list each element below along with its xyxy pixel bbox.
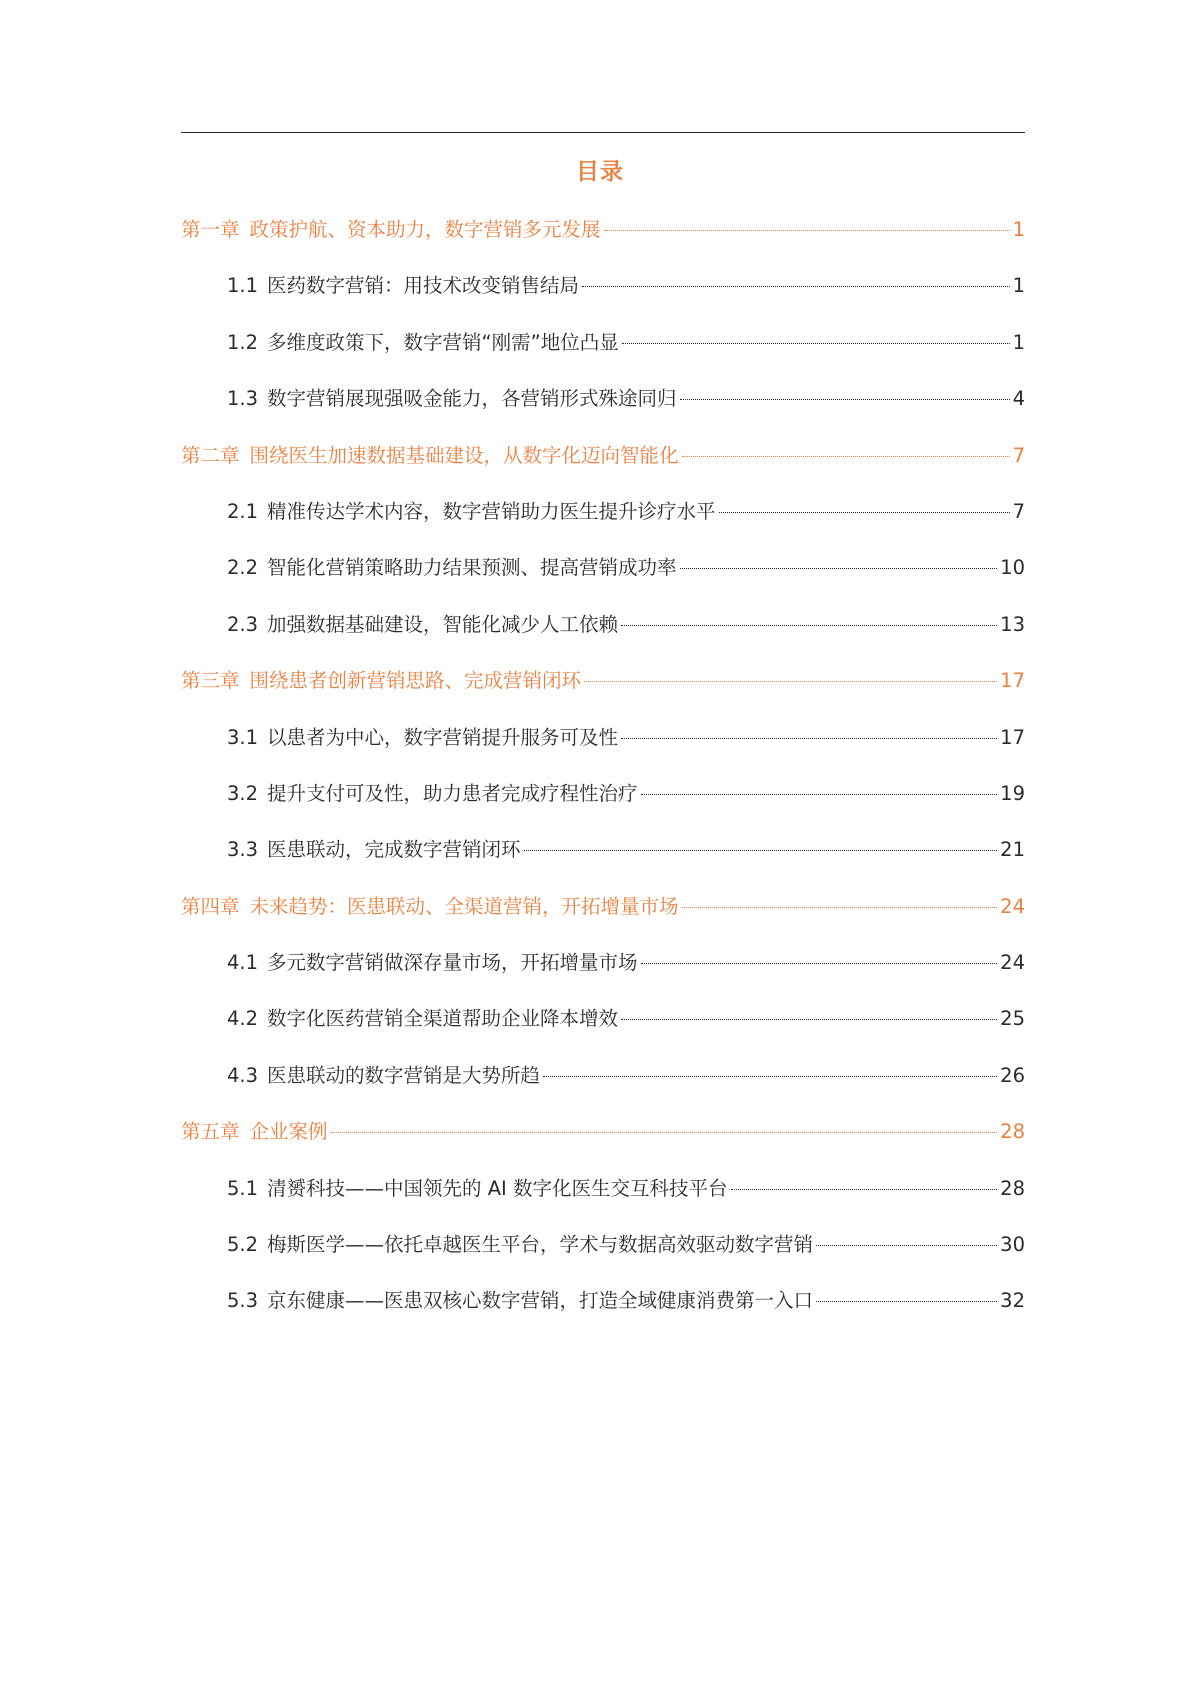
toc-entry-title: 医药数字营销：用技术改变销售结局 — [267, 274, 580, 298]
toc-entry-number: 第二章 — [181, 443, 240, 467]
toc-entry-number: 4.1 — [227, 951, 259, 975]
toc-section-entry[interactable] — [181, 1217, 1025, 1273]
toc-entry-number: 4.2 — [227, 1007, 259, 1031]
toc-page-number: 1 — [1012, 274, 1025, 298]
toc-page-number: 13 — [1000, 612, 1025, 636]
toc-chapter-entry[interactable] — [181, 202, 1025, 258]
table-of-contents — [181, 202, 1025, 1330]
toc-entry-title: 医患联动，完成数字营销闭环 — [267, 838, 521, 862]
toc-entry-number: 5.3 — [227, 1289, 259, 1313]
toc-page-number: 17 — [1000, 725, 1025, 749]
toc-page-number: 30 — [1000, 1233, 1025, 1257]
toc-section-entry[interactable] — [181, 822, 1025, 878]
toc-chapter-entry[interactable] — [181, 653, 1025, 709]
toc-dot-leader — [582, 286, 1010, 287]
toc-page-number: 24 — [1000, 894, 1025, 918]
toc-page-number: 28 — [1000, 1176, 1025, 1200]
toc-entry-number: 5.2 — [227, 1233, 259, 1257]
toc-entry-title: 京东健康——医患双核心数字营销，打造全域健康消费第一入口 — [267, 1289, 814, 1313]
toc-entry-number: 第一章 — [181, 218, 240, 241]
toc-page-number: 7 — [1012, 443, 1025, 467]
toc-entry-number: 3.1 — [227, 725, 259, 749]
toc-section-entry[interactable] — [181, 1273, 1025, 1329]
toc-entry-number: 第三章 — [181, 669, 240, 693]
toc-page-number: 25 — [1000, 1007, 1025, 1031]
toc-entry-title: 医患联动的数字营销是大势所趋 — [267, 1063, 541, 1087]
toc-entry-title: 精准传达学术内容，数字营销助力医生提升诊疗水平 — [267, 499, 716, 523]
toc-chapter-entry[interactable] — [181, 1104, 1025, 1160]
toc-entry-title: 提升支付可及性，助力患者完成疗程性治疗 — [267, 781, 638, 805]
toc-dot-leader — [641, 963, 998, 964]
toc-dot-leader — [682, 456, 1010, 457]
toc-section-entry[interactable] — [181, 1161, 1025, 1217]
toc-entry-number: 2.1 — [227, 499, 259, 523]
toc-entry-number: 第四章 — [181, 894, 240, 918]
toc-page-number: 32 — [1000, 1289, 1025, 1313]
toc-entry-title: 围绕患者创新营销思路、完成营销闭环 — [249, 669, 582, 693]
toc-page-number: 1 — [1012, 330, 1025, 354]
toc-dot-leader — [543, 1076, 997, 1077]
toc-dot-leader — [719, 512, 1010, 513]
toc-title: 目录 — [576, 159, 624, 185]
toc-entry-title: 多元数字营销做深存量市场，开拓增量市场 — [267, 951, 638, 975]
toc-page-number: 10 — [1000, 556, 1025, 580]
toc-entry-number: 3.2 — [227, 781, 259, 805]
toc-section-entry[interactable] — [181, 540, 1025, 596]
toc-page-number: 19 — [1000, 781, 1025, 805]
toc-entry-number: 5.1 — [227, 1176, 259, 1200]
toc-dot-leader — [621, 625, 997, 626]
toc-entry-title: 围绕医生加速数据基础建设，从数字化迈向智能化 — [249, 443, 679, 467]
toc-entry-title: 加强数据基础建设，智能化减少人工依赖 — [267, 612, 619, 636]
toc-section-entry[interactable] — [181, 766, 1025, 822]
toc-entry-title: 清赟科技——中国领先的 AI 数字化医生交互科技平台 — [267, 1176, 728, 1200]
toc-entry-number: 第五章 — [181, 1120, 240, 1144]
toc-entry-title: 数字化医药营销全渠道帮助企业降本增效 — [267, 1007, 619, 1031]
toc-entry-title: 政策护航、资本助力，数字营销多元发展 — [249, 218, 601, 241]
toc-page-number: 24 — [1000, 951, 1025, 975]
toc-chapter-entry[interactable] — [181, 879, 1025, 935]
toc-chapter-entry[interactable] — [181, 428, 1025, 484]
toc-section-entry[interactable] — [181, 935, 1025, 991]
toc-dot-leader — [641, 794, 998, 795]
toc-dot-leader — [524, 850, 998, 851]
toc-section-entry[interactable] — [181, 991, 1025, 1047]
toc-dot-leader — [680, 399, 1010, 400]
toc-dot-leader — [622, 343, 1010, 344]
toc-page-number: 17 — [1000, 669, 1025, 693]
toc-dot-leader — [584, 681, 997, 682]
toc-entry-title: 数字营销展现强吸金能力，各营销形式殊途同归 — [267, 387, 677, 411]
toc-dot-leader — [816, 1245, 997, 1246]
toc-entry-number: 1.2 — [227, 330, 259, 354]
toc-page-number: 28 — [1000, 1120, 1025, 1144]
toc-entry-title: 以患者为中心，数字营销提升服务可及性 — [267, 725, 619, 749]
toc-dot-leader — [604, 230, 1010, 231]
toc-entry-number: 3.3 — [227, 838, 259, 862]
toc-page-number: 7 — [1012, 499, 1025, 523]
toc-dot-leader — [331, 1132, 998, 1133]
toc-page-number: 4 — [1012, 387, 1025, 411]
toc-entry-title: 企业案例 — [249, 1120, 328, 1144]
toc-section-entry[interactable] — [181, 597, 1025, 653]
toc-dot-leader — [816, 1301, 997, 1302]
toc-entry-title: 多维度政策下，数字营销“刚需”地位凸显 — [267, 330, 619, 354]
toc-page-number: 21 — [1000, 838, 1025, 862]
toc-section-entry[interactable] — [181, 371, 1025, 427]
toc-section-entry[interactable] — [181, 1048, 1025, 1104]
toc-entry-number: 1.3 — [227, 387, 259, 411]
toc-page-number: 26 — [1000, 1063, 1025, 1087]
toc-section-entry[interactable] — [181, 315, 1025, 371]
toc-dot-leader — [731, 1189, 998, 1190]
toc-dot-leader — [682, 907, 998, 908]
toc-entry-number: 1.1 — [227, 274, 259, 298]
toc-page-number: 1 — [1012, 218, 1025, 241]
toc-entry-title: 梅斯医学——依托卓越医生平台，学术与数据高效驱动数字营销 — [267, 1233, 814, 1257]
toc-dot-leader — [621, 1019, 997, 1020]
toc-dot-leader — [621, 738, 997, 739]
toc-section-entry[interactable] — [181, 484, 1025, 540]
toc-entry-title: 未来趋势：医患联动、全渠道营销，开拓增量市场 — [249, 894, 679, 918]
toc-dot-leader — [680, 568, 998, 569]
toc-entry-title: 智能化营销策略助力结果预测、提高营销成功率 — [267, 556, 677, 580]
toc-entry-number: 4.3 — [227, 1063, 259, 1087]
toc-section-entry[interactable] — [181, 258, 1025, 314]
toc-entry-number: 2.2 — [227, 556, 259, 580]
toc-section-entry[interactable] — [181, 710, 1025, 766]
toc-entry-number: 2.3 — [227, 612, 259, 636]
header-rule — [181, 132, 1025, 133]
